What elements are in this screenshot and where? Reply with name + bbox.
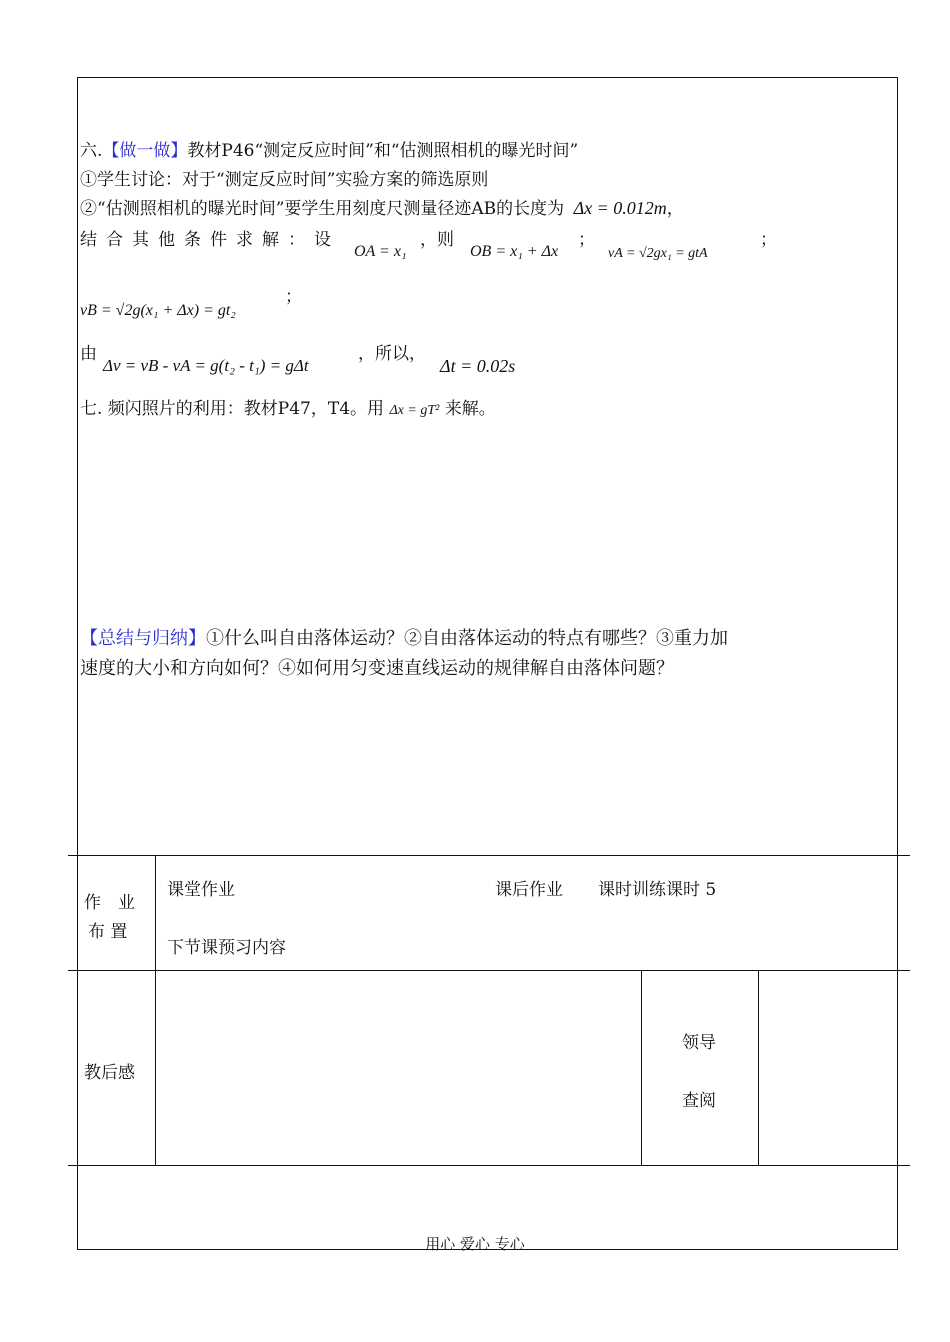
column-divider-leader-left [641,970,642,1165]
homework-label-line2: 布 置 [88,922,128,942]
section6-tag: 【做一做】 [102,141,188,161]
section6-by: 由 [80,344,97,364]
semicolon-3: ； [285,287,302,307]
summary-text1: ①什么叫自由落体运动？②自由落体运动的特点有哪些？③重力加 [206,628,728,649]
semicolon-1: ； [578,230,595,250]
section6-then: ，则 [420,230,454,250]
homework-training: 课时训练课时 5 [598,880,717,900]
formula-vb: vB = √2g(x₁ + Δx) = gt₂ [80,302,236,319]
section6-line3-text: 结合其他条件求解：设 [80,230,340,250]
formula-dt: Δt = 0.02s [440,356,516,376]
leader-label-line2: 查阅 [682,1091,716,1111]
summary-tag: 【总结与归纳】 [80,628,206,649]
page-footer: 用心 爱心 专心 [425,1235,525,1253]
section6-item2: ②“估测照相机的曝光时间”要学生用刻度尺测量径迹AB的长度为 Δx = 0.012m， [80,198,684,219]
formula-gt2: Δx = gT² [389,403,440,418]
formula-va: vA = √2gx₁ = gtA [608,246,708,261]
section6-number: 六. [80,141,103,161]
homework-label-line1: 作 业 [84,893,135,913]
summary-line2: 速度的大小和方向如何？④如何用匀变速直线运动的规律解自由落体问题？ [80,658,674,679]
row-divider-reflection-top [68,970,910,971]
summary-line1 [80,628,728,650]
column-divider-leader-right [758,970,759,1165]
section6-line3 [80,229,340,251]
semicolon-2: ； [760,230,777,250]
formula-dv: Δv = vB - vA = g(t₂ - t₁) = gΔt [103,356,309,375]
reflection-label: 教后感 [84,1063,135,1083]
section7-text-after: 来解。 [444,399,496,419]
homework-after-class: 课后作业 [495,880,563,900]
formula-ob: OB = x₁ + Δx [470,243,559,260]
leader-label-line1: 领导 [682,1033,716,1053]
row-divider-homework-top [68,855,910,856]
homework-preview: 下节课预习内容 [167,938,286,958]
row-divider-reflection-bottom [68,1165,910,1166]
section7-text-before: 七. 频闪照片的利用：教材P47，T4。用 [80,399,385,419]
section6-intro: 教材P46“测定反应时间”和“估测照相机的曝光时间” [187,141,579,161]
section6-heading [80,140,578,162]
section6-so: ，所以， [358,344,426,364]
formula-oa: OA = x₁ [354,243,407,260]
column-divider-label [155,855,156,1165]
formula-delta-x: Δx = 0.012m [573,198,667,218]
section6-item1: ①学生讨论：对于“测定反应时间”实验方案的筛选原则 [80,170,489,190]
homework-classwork: 课堂作业 [167,880,235,900]
section7-line [80,398,496,422]
section6-item2-text: ②“估测照相机的曝光时间”要学生用刻度尺测量径迹AB的长度为 [80,199,565,219]
